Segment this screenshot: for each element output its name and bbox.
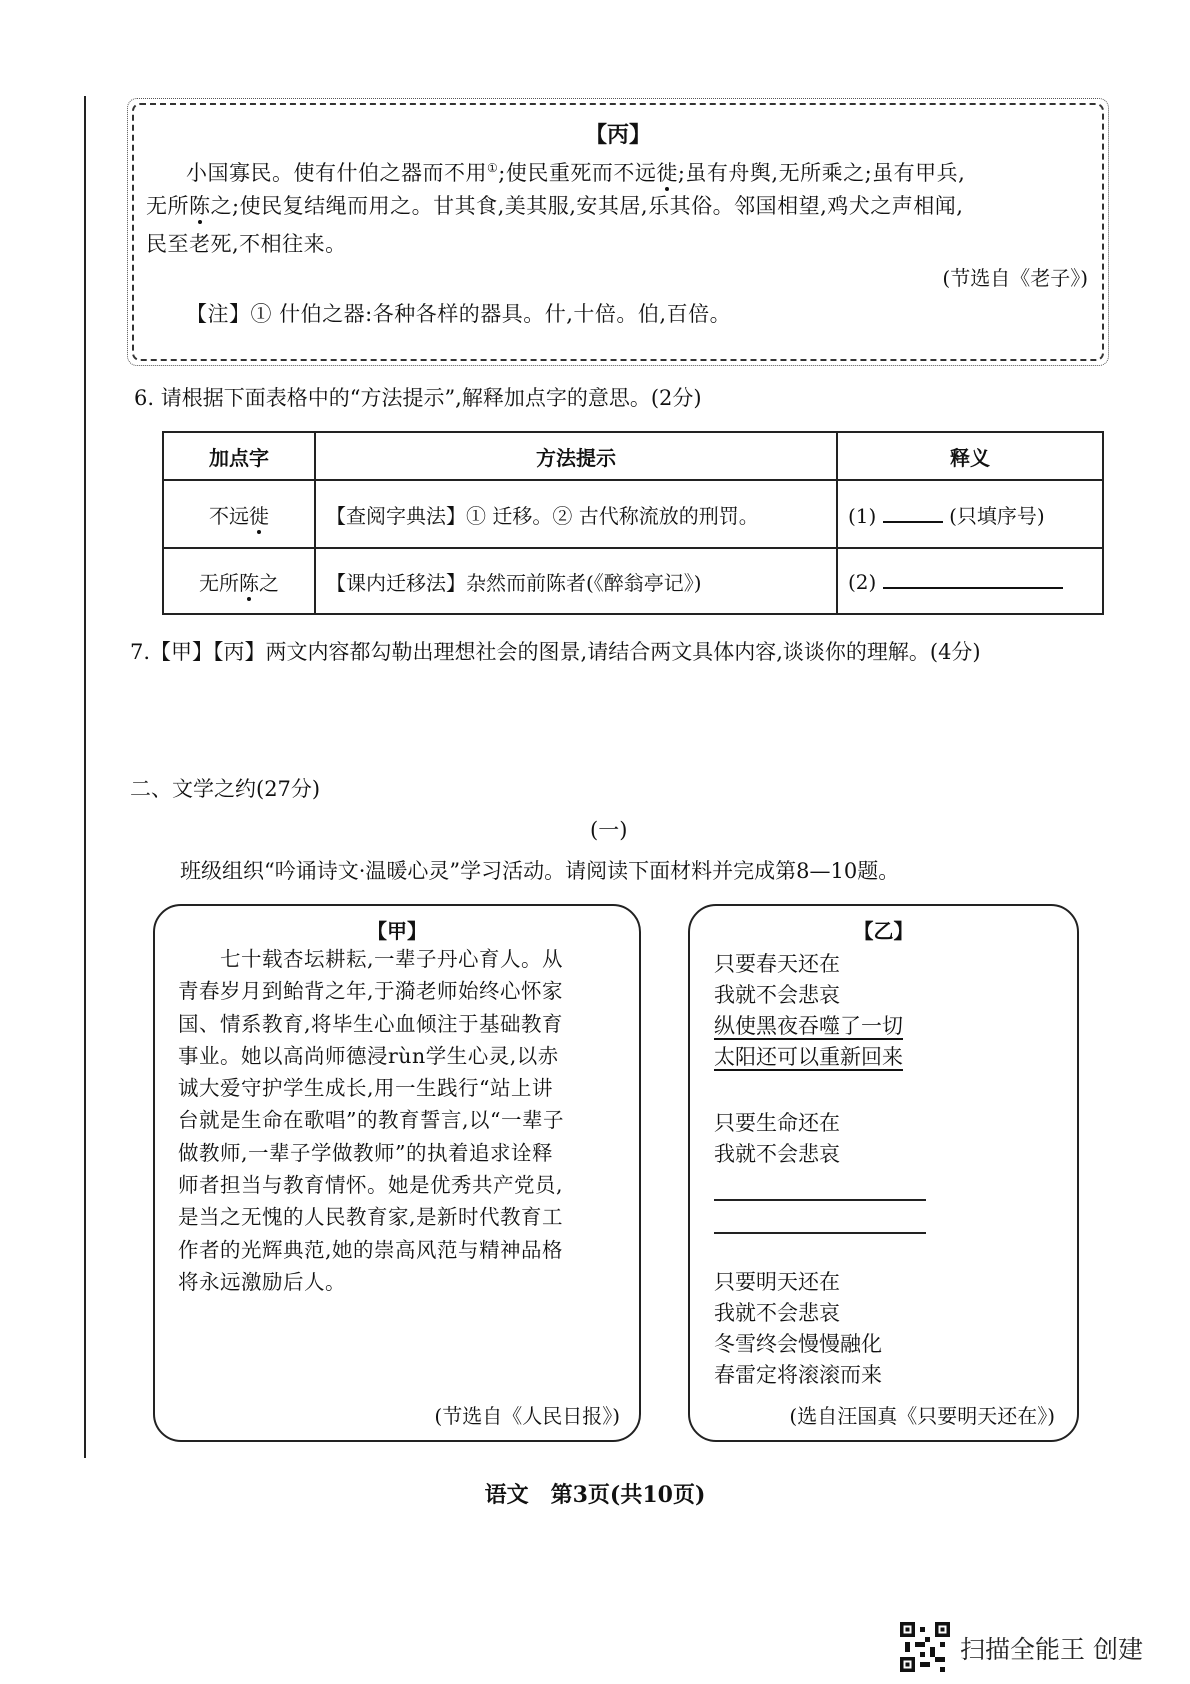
bing-line-3: 民至老死,不相往来。 — [146, 232, 347, 256]
jia-line: 将永远激励后人。 — [178, 1269, 346, 1294]
page-footer: 语文 第3页(共10页) — [484, 1482, 706, 1508]
answer-prefix: (2) — [848, 569, 877, 594]
table-header-word: 加点字 — [163, 432, 315, 480]
jia-line: 师者担当与教育情怀。她是优秀共产党员, — [178, 1173, 564, 1198]
bing-line-1: 小国寡民。使有什伯之器而不用①;使民重死而不远徙;虽有舟舆,无所乘之;虽有甲兵, — [186, 161, 966, 185]
jia-line: 做教师,一辈子学做教师”的执着追求诠释 — [178, 1140, 553, 1165]
poem-line: 春雷定将滚滚而来 — [714, 1363, 882, 1387]
poem-line-underlined: 太阳还可以重新回来 — [714, 1045, 903, 1069]
poem-line-underlined: 纵使黑夜吞噬了一切 — [714, 1014, 903, 1038]
jia-line: 作者的光辉典范,她的崇高风范与精神品格 — [178, 1237, 564, 1262]
jia-line: 国、情系教育,将毕生心血倾注于基础教育 — [178, 1011, 564, 1036]
yi-stanza-2 — [714, 1108, 840, 1170]
jia-line: 事业。她以高尚师德浸rùn学生心灵,以赤 — [178, 1043, 559, 1068]
poem-answer-blank[interactable] — [714, 1199, 926, 1201]
question-7: 7.【甲】【丙】两文内容都勾勒出理想社会的图景,请结合两文具体内容,谈谈你的理解。(4分) — [130, 640, 981, 664]
question-6: 6. 请根据下面表格中的“方法提示”,解释加点字的意思。(2分) — [134, 386, 702, 410]
bing-line-2: 无所陈之;使民复结绳而用之。甘其食,美其服,安其居,乐其俗。邻国相望,鸡犬之声相闻, — [146, 194, 964, 218]
bing-title: 【丙】 — [584, 122, 651, 148]
table-cell-answer — [837, 480, 1103, 548]
jia-body — [178, 943, 628, 1298]
method-table — [162, 431, 1104, 615]
scanner-brand-label: 扫描全能王 创建 — [960, 1635, 1143, 1664]
answer-suffix: (只填序号) — [949, 503, 1045, 528]
answer-blank[interactable] — [883, 569, 1063, 589]
jia-line: 七十载杏坛耕耘,一辈子丹心育人。从 — [220, 947, 564, 971]
yi-title: 【乙】 — [853, 919, 914, 943]
table-cell-method: 【课内迁移法】杂然而前陈者(《醉翁亭记》) — [315, 548, 837, 614]
table-cell-word: 不远徙 — [163, 480, 315, 548]
yi-source: (选自汪国真《只要明天还在》) — [789, 1404, 1055, 1428]
yi-stanza-3 — [714, 1267, 882, 1391]
poem-answer-blank[interactable] — [714, 1232, 926, 1234]
bing-source: (节选自《老子》) — [942, 266, 1088, 290]
jia-line: 诚大爱守护学生成长,用一生践行“站上讲 — [178, 1076, 553, 1101]
part2-intro: 班级组织“吟诵诗文·温暖心灵”学习活动。请阅读下面材料并完成第8—10题。 — [180, 859, 900, 883]
jia-source: (节选自《人民日报》) — [434, 1404, 620, 1428]
bing-note: 【注】① 什伯之器:各种各样的器具。什,十倍。伯,百倍。 — [186, 302, 732, 326]
table-cell-word: 无所陈之 — [163, 548, 315, 614]
poem-line: 只要生命还在 — [714, 1111, 840, 1135]
margin-rule — [84, 96, 86, 1458]
table-cell-answer — [837, 548, 1103, 614]
qr-code-icon — [900, 1622, 950, 1672]
poem-line: 我就不会悲哀 — [714, 983, 840, 1007]
table-cell-method: 【查阅字典法】① 迁移。② 古代称流放的刑罚。 — [315, 480, 837, 548]
table-header-method: 方法提示 — [315, 432, 837, 480]
poem-line: 只要春天还在 — [714, 952, 840, 976]
part2-heading: 二、文学之约(27分) — [130, 777, 321, 801]
jia-line: 是当之无愧的人民教育家,是新时代教育工 — [178, 1205, 564, 1230]
poem-line: 我就不会悲哀 — [714, 1301, 840, 1325]
table-header-meaning: 释义 — [837, 432, 1103, 480]
table-row — [163, 548, 1103, 614]
jia-title: 【甲】 — [367, 919, 427, 943]
poem-line: 冬雪终会慢慢融化 — [714, 1332, 882, 1356]
poem-line: 我就不会悲哀 — [714, 1142, 840, 1166]
table-header-row — [163, 432, 1103, 480]
answer-blank[interactable] — [883, 503, 943, 523]
answer-prefix: (1) — [848, 503, 877, 528]
poem-line: 只要明天还在 — [714, 1270, 840, 1294]
table-row — [163, 480, 1103, 548]
yi-stanza-1 — [714, 949, 903, 1073]
jia-line: 青春岁月到鲐背之年,于漪老师始终心怀家 — [178, 979, 564, 1004]
jia-line: 台就是生命在歌唱”的教育誓言,以“一辈子 — [178, 1108, 564, 1133]
part2-subheading: (一) — [590, 818, 628, 842]
